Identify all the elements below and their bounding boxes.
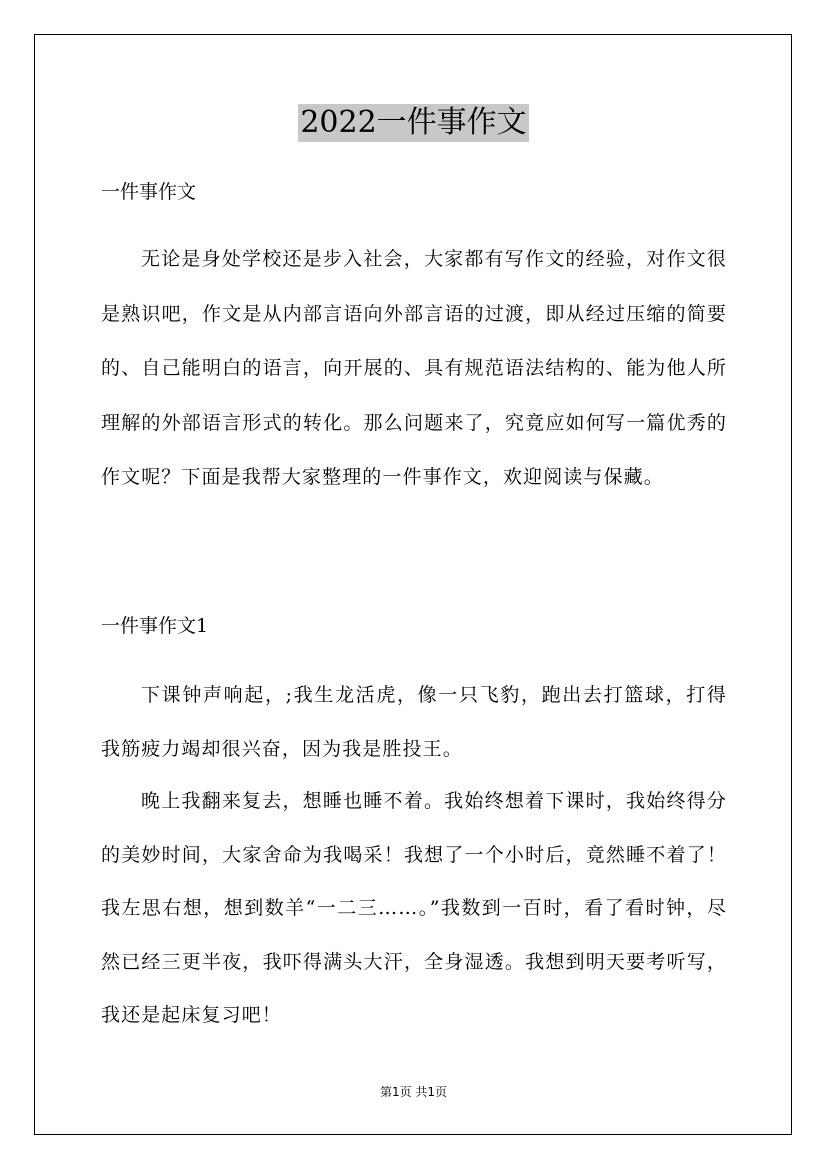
document-title	[0, 104, 827, 142]
section-heading: 一件事作文	[101, 181, 197, 203]
intro-paragraph: 无论是身处学校还是步入社会，大家都有写作文的经验，对作文很是熟识吧，作文是从内部言语向外部言语的过渡，即从经过压缩的简要的、自己能明白的语言，向开展的、具有规范语法结构的、能为他人所理解的外部语言形式的转化。那么问题来了，究竟应如何写一篇优秀的作文呢？下面是我帮大家整理的一件事作文，欢迎阅读与保藏。	[101, 248, 727, 489]
essay-paragraph-2: 晚上我翻来复去，想睡也睡不着。我始终想着下课时，我始终得分的美妙时间，大家舍命为我喝采！我想了一个小时后，竟然睡不着了！我左思右想，想到数羊“一二三……。”我数到一百时，看了看时钟，尽然已经三更半夜，我吓得满头大汗，全身湿透。我想到明天要考听写，我还是起床复习吧！	[101, 790, 727, 1027]
document-title-text: 2022一件事作文	[300, 105, 527, 140]
essay-heading: 一件事作文1	[101, 615, 209, 637]
essay-paragraph-1: 下课钟声响起，;我生龙活虎，像一只飞豹，跑出去打篮球，打得我筋疲力竭却很兴奋，因为我是胜投王。	[101, 684, 727, 760]
page-footer: 第1页 共1页	[379, 1085, 448, 1099]
